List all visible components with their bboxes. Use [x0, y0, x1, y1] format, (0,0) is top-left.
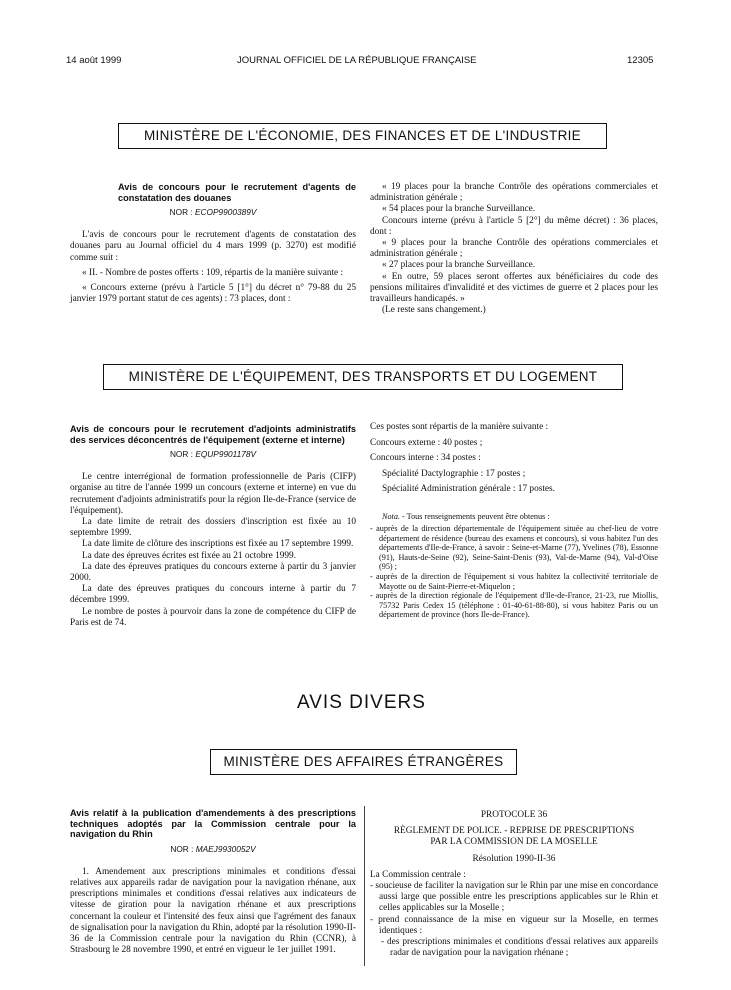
- reglement-heading-line2: PAR LA COMMISSION DE LA MOSELLE: [430, 837, 598, 848]
- section2-paragraph: Ces postes sont répartis de la manière suivante :: [370, 422, 549, 432]
- ministry-heading-economy: MINISTÈRE DE L'ÉCONOMIE, DES FINANCES ET DE L'INDUSTRIE: [118, 123, 607, 149]
- section2-article-title: Avis de concours pour le recrutement d'adjoints administratifs des services déconcentrés de l'équipement (externe et interne): [70, 424, 356, 445]
- section2-right-column: [370, 420, 658, 620]
- section3-right-column: [370, 810, 658, 959]
- section2-paragraph: La date des épreuves pratiques du concours interne à partir du 7 décembre 1999.: [70, 584, 356, 606]
- resolution-heading: Résolution 1990-II-36: [472, 853, 556, 864]
- section1-paragraph: L'avis de concours pour le recrutement d'agents de constatation des douanes paru au Journal officiel du 4 mars 1999 (p. 3270) est modifié comme suit :: [70, 230, 356, 263]
- section2-paragraph: Spécialité Administration générale : 17 postes.: [382, 484, 555, 494]
- reglement-heading-line1: RÈGLEMENT DE POLICE. - REPRISE DE PRESCRIPTIONS: [393, 826, 635, 837]
- header-journal-title: JOURNAL OFFICIEL DE LA RÉPUBLIQUE FRANÇAISE: [237, 55, 477, 66]
- section3-nor-code: MAEJ9930052V: [195, 843, 256, 854]
- note-item: - auprès de la direction de l'équipement si vous habitez la collectivité territoriale de Mayotte ou de Saint-Pierre-et-Miquelon ;: [370, 572, 658, 591]
- section1-paragraph: « Concours externe (prévu à l'article 5 [1°] du décret n° 79-88 du 25 janvier 1979 portant statut de ces agents) : 73 places, dont :: [70, 283, 356, 305]
- section1-paragraph: « 9 places pour la branche Contrôle des opérations commerciales et administration générale ;: [370, 238, 658, 260]
- section1-nor: NOR : ECOP9900389V: [169, 207, 257, 217]
- section1-paragraph: « 19 places pour la branche Contrôle des opérations commerciales et administration générale ;: [370, 182, 658, 204]
- section2-nor: NOR : EQUP9901178V: [169, 449, 257, 459]
- section1-paragraph: « 54 places pour la branche Surveillance.: [382, 204, 536, 215]
- protocole-heading: PROTOCOLE 36: [480, 810, 548, 820]
- section3-sub-item: - des prescriptions minimales et conditions d'essai relatives aux appareils radar de navigation pour la navigation rhénane ;: [381, 937, 658, 959]
- section2-left-column: [70, 424, 356, 629]
- header-page-number: 12305: [627, 55, 654, 66]
- ministry-heading-equipment: MINISTÈRE DE L'ÉQUIPEMENT, DES TRANSPORTS ET DU LOGEMENT: [103, 364, 623, 390]
- section3-left-column: [70, 808, 356, 956]
- section1-nor-code: ECOP9900389V: [195, 207, 257, 217]
- section1-paragraph: « En outre, 59 places seront offertes aux bénéficiaires du code des pensions militaires d'invalidité et des victimes de guerre et 2 places pour les travailleurs handicapés. »: [370, 271, 658, 305]
- section1-right-column: [370, 182, 658, 316]
- section2-nor-code: EQUP9901178V: [195, 449, 257, 459]
- section2-paragraph: Le centre interrégional de formation professionnelle de Paris (CIFP) organise au titre de l'année 1999 un concours (externe et interne) en vue du recrutement d'adjoints administratifs pour la région Ile-de-France (service de l'équipement).: [70, 472, 356, 516]
- section1-paragraph: Concours interne (prévu à l'article 5 [2°] du même décret) : 36 places, dont :: [370, 215, 658, 237]
- note-label: Nota.: [382, 511, 400, 521]
- section3-list-item: - prend connaissance de la mise en vigueur sur la Moselle, en termes identiques :: [370, 914, 658, 936]
- section1-paragraph: (Le reste sans changement.): [382, 305, 486, 316]
- section2-paragraph: La date des épreuves pratiques du concours externe à partir du 3 janvier 2000.: [70, 561, 356, 584]
- section1-left-column: [70, 182, 356, 305]
- header-date: 14 août 1999: [66, 55, 122, 66]
- section3-article-title: Avis relatif à la publication d'amendements à des prescriptions techniques adoptés par la Commission centrale pour la navigation du Rhin: [70, 808, 356, 839]
- note-item: - auprès de la direction régionale de l'équipement d'Ile-de-France, 21-23, rue Miollis, 75732 Paris Cedex 15 (téléphone : 01-40-61-88-80), si vous habitez Paris ou un département de province (hors Ile-de-France).: [370, 591, 658, 620]
- section2-note: [370, 512, 658, 621]
- section2-paragraph: La date des épreuves écrites est fixée au 21 octobre 1999.: [82, 550, 296, 561]
- note-intro: - Tous renseignements peuvent être obtenus :: [399, 511, 550, 521]
- section3-paragraph: 1. Amendement aux prescriptions minimales et conditions d'essai relatives aux appareils radar de navigation pour la navigation rhénane, aux prescriptions minimales et conditions d'essai relatives aux indicateurs de vitesse de giration pour la navigation rhénane et aux prescriptions concernant la couleur et l'intensité des feux ainsi que l'agrément des fanaux de signalisation pour la navigation du Rhin, adopté par la résolution 1990-II-36 de la Commission centrale pour la navigation du Rhin (CCNR), à Strasbourg le 28 novembre 1990, et entré en vigueur le 1er juillet 1991.: [70, 866, 356, 956]
- section3-list-item: - soucieuse de faciliter la navigation sur le Rhin par une mise en concordance aussi large que possible entre les prescriptions applicables sur le Rhin et celles applicables sur la Moselle ;: [370, 881, 658, 914]
- section1-paragraph: « II. - Nombre de postes offerts : 109, répartis de la manière suivante :: [82, 267, 344, 278]
- ministry-heading-foreign-affairs: MINISTÈRE DES AFFAIRES ÉTRANGÈRES: [210, 749, 517, 775]
- section2-paragraph: La date limite de clôture des inscriptions est fixée au 17 septembre 1999.: [82, 539, 354, 550]
- section2-paragraph: La date limite de retrait des dossiers d'inscription est fixée au 10 septembre 1999.: [70, 517, 356, 539]
- note-item: - auprès de la direction départementale de l'équipement située au chef-lieu de votre département de résidence (bureau des examens et concours), si vous habitez l'un des départements d'Ile-de-France, à savoir : Seine-et-Marne (77), Yvelines (78), Essonne (91), Hauts-de-Seine (92), Seine-Saint-Denis (93), Val-de-Marne (94), Val-d'Oise (95) ;: [370, 524, 658, 572]
- column-divider: [364, 806, 365, 966]
- section1-article-title: Avis de concours pour le recrutement d'agents de constatation des douanes: [118, 182, 356, 203]
- section3-nor: NOR : MAEJ9930052V: [170, 843, 256, 854]
- section2-paragraph: Concours interne : 34 postes :: [370, 453, 481, 463]
- section3-intro: La Commission centrale :: [370, 869, 466, 880]
- section2-paragraph: Spécialité Dactylographie : 17 postes ;: [382, 468, 526, 479]
- avis-divers-heading: AVIS DIVERS: [297, 692, 426, 713]
- section2-paragraph: Le nombre de postes à pourvoir dans la zone de compétence du CIFP de Paris est de 74.: [70, 606, 356, 628]
- section1-paragraph: « 27 places pour la branche Surveillance.: [382, 260, 536, 271]
- section2-paragraph: Concours externe : 40 postes ;: [370, 437, 483, 448]
